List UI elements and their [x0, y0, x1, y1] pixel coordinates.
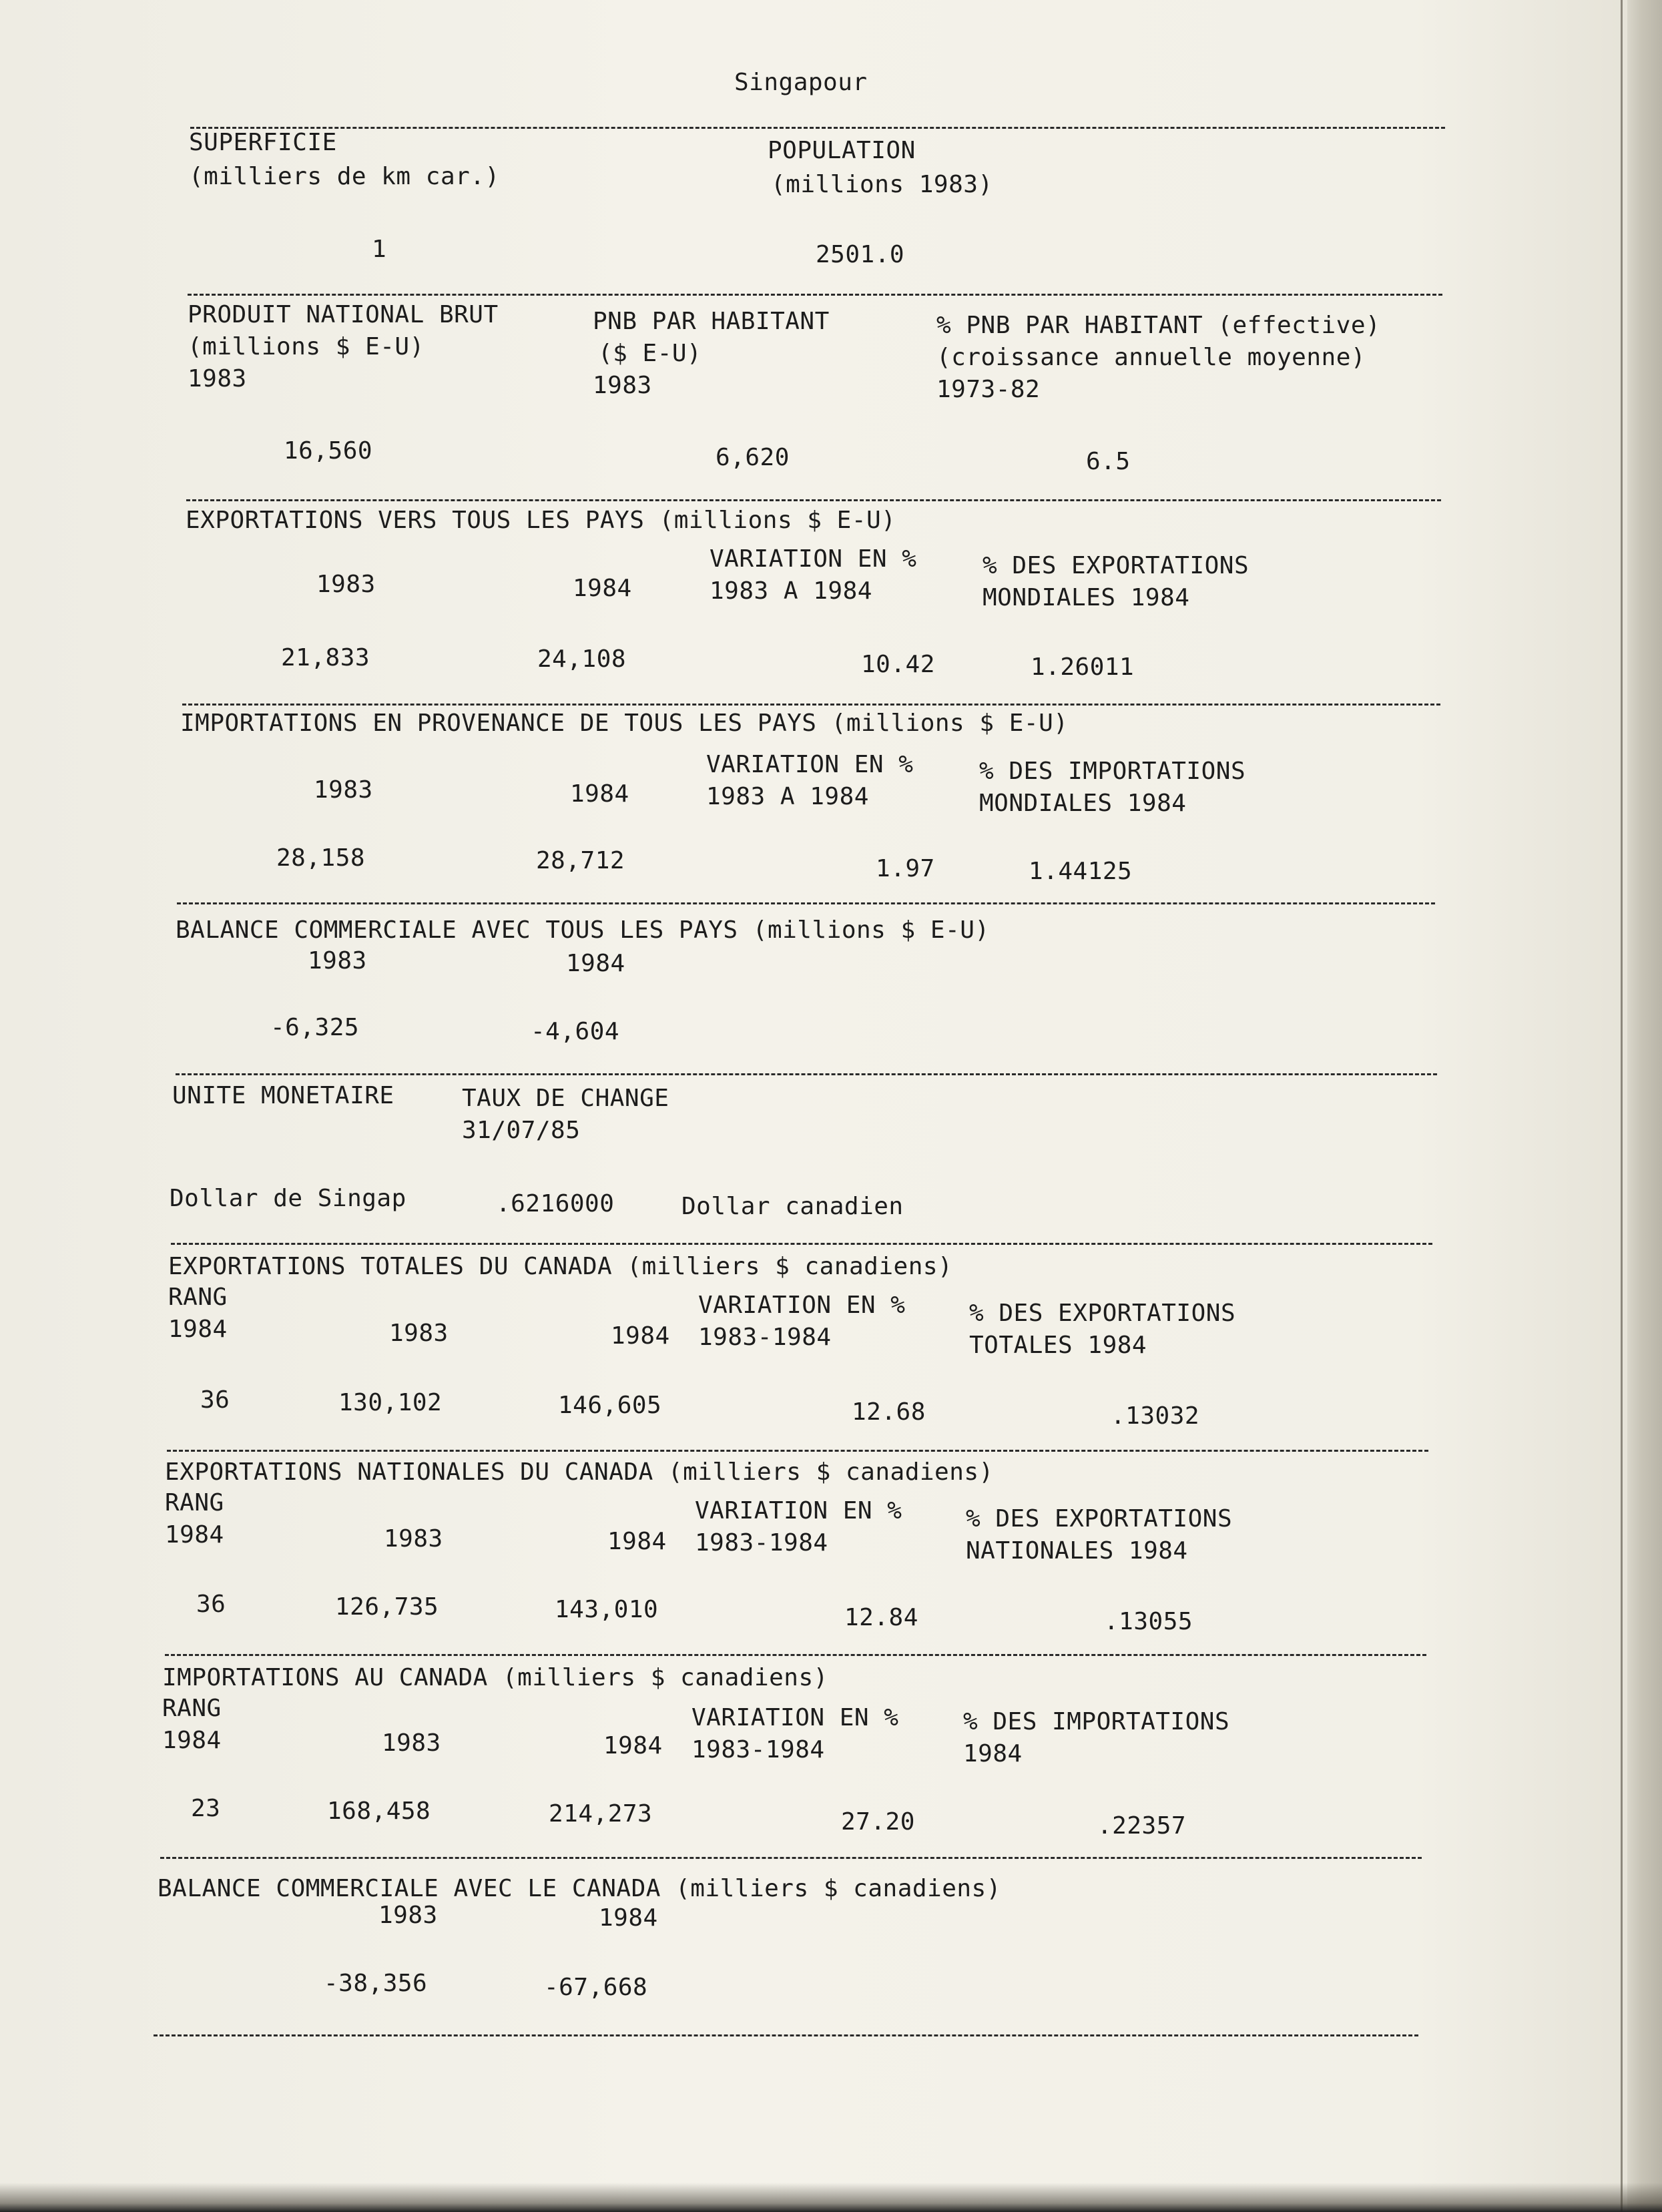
canada-balance-1983: -38,356 [324, 1970, 428, 1997]
pnb-value: 16,560 [284, 437, 373, 465]
imports-world-pct-h1: % DES IMPORTATIONS [979, 758, 1246, 785]
canada-imports-col-1984: 1984 [603, 1732, 663, 1759]
canada-exports-national-rang: RANG [165, 1489, 224, 1516]
imports-world-col-1984: 1984 [570, 780, 629, 808]
canada-exports-total-col-1983: 1983 [389, 1320, 449, 1347]
imports-world-col-1983: 1983 [314, 776, 373, 804]
pnb-hab-year: 1983 [593, 372, 652, 399]
pnb-unit: (millions $ E-U) [188, 333, 425, 360]
canada-exports-national-1984: 143,010 [555, 1596, 659, 1623]
balance-world-1983: -6,325 [270, 1014, 360, 1041]
binding-edge [1621, 0, 1623, 2212]
canada-imports-pct: .22357 [1097, 1812, 1187, 1840]
canada-exports-total-title: EXPORTATIONS TOTALES DU CANADA (milliers $ canadiens) [168, 1253, 953, 1280]
canada-exports-national-var-h2: 1983-1984 [695, 1529, 828, 1557]
divider [160, 1857, 1422, 1859]
pnb-growth-unit: (croissance annuelle moyenne) [936, 344, 1366, 371]
pnb-hab-unit: ($ E-U) [598, 340, 702, 367]
binding [1627, 0, 1662, 2212]
currency-unit-value: Dollar de Singap [170, 1185, 406, 1212]
canada-imports-pct-h2: 1984 [963, 1740, 1023, 1767]
balance-world-1984: -4,604 [531, 1018, 620, 1045]
canada-imports-1983: 168,458 [327, 1798, 431, 1825]
exports-world-var-h1: VARIATION EN % [710, 545, 917, 573]
divider [165, 1654, 1426, 1656]
imports-world-var: 1.97 [876, 855, 935, 882]
pnb-hab-value: 6,620 [716, 444, 790, 471]
canada-exports-total-var-h1: VARIATION EN % [698, 1292, 906, 1319]
canada-exports-national-title: EXPORTATIONS NATIONALES DU CANADA (milliers $ canadiens) [165, 1458, 994, 1486]
exports-world-pct-h1: % DES EXPORTATIONS [983, 552, 1250, 579]
exports-world-1983: 21,833 [281, 644, 370, 671]
canada-exports-total-rank: 36 [200, 1386, 230, 1414]
imports-world-1984: 28,712 [536, 847, 625, 874]
exchange-rate-value: .6216000 [496, 1190, 615, 1217]
canada-imports-1984: 214,273 [549, 1800, 653, 1828]
balance-world-col-1984: 1984 [566, 950, 625, 977]
canada-exports-total-rang: RANG [168, 1284, 228, 1311]
pnb-growth-value: 6.5 [1086, 448, 1131, 475]
exports-world-col-1983: 1983 [316, 571, 376, 598]
exports-world-title: EXPORTATIONS VERS TOUS LES PAYS (millions $ E-U) [186, 507, 896, 534]
exchange-rate-header: TAUX DE CHANGE [462, 1085, 669, 1112]
exports-world-pct-h2: MONDIALES 1984 [983, 584, 1190, 611]
canada-exports-total-col-1984: 1984 [611, 1322, 670, 1350]
divider [154, 2034, 1418, 2036]
imports-world-title: IMPORTATIONS EN PROVENANCE DE TOUS LES PAYS (millions $ E-U) [180, 710, 1069, 737]
canada-exports-national-var-h1: VARIATION EN % [695, 1497, 902, 1525]
canada-imports-var: 27.20 [841, 1808, 915, 1836]
canada-imports-rang-year: 1984 [162, 1727, 222, 1754]
canada-imports-col-1983: 1983 [382, 1729, 441, 1757]
balance-world-title: BALANCE COMMERCIALE AVEC TOUS LES PAYS (millions $ E-U) [176, 916, 990, 944]
population-unit: (millions 1983) [771, 171, 993, 198]
imports-world-var-h2: 1983 A 1984 [706, 783, 869, 810]
canada-imports-title: IMPORTATIONS AU CANADA (milliers $ canadiens) [162, 1664, 828, 1691]
pnb-growth-header: % PNB PAR HABITANT (effective) [936, 312, 1381, 339]
divider [167, 1450, 1428, 1452]
canada-exports-total-pct-h2: TOTALES 1984 [969, 1332, 1147, 1359]
canada-exports-national-pct: .13055 [1104, 1608, 1193, 1635]
imports-world-1983: 28,158 [276, 844, 366, 872]
canada-exports-national-rank: 36 [196, 1591, 226, 1618]
page-bottom-shadow [0, 2183, 1662, 2212]
divider [186, 499, 1441, 501]
canada-exports-national-pct-h2: NATIONALES 1984 [966, 1537, 1188, 1565]
divider [188, 294, 1442, 296]
canada-exports-total-var: 12.68 [852, 1398, 926, 1426]
exports-world-pct: 1.26011 [1031, 653, 1135, 681]
canada-exports-total-1983: 130,102 [338, 1389, 443, 1416]
population-label: POPULATION [768, 137, 916, 164]
canada-exports-total-rang-year: 1984 [168, 1316, 228, 1343]
canada-balance-1984: -67,668 [544, 1974, 648, 2001]
canada-imports-rang: RANG [162, 1695, 222, 1722]
canada-exports-total-1984: 146,605 [558, 1392, 662, 1419]
divider [171, 1243, 1432, 1245]
canada-exports-total-var-h2: 1983-1984 [698, 1324, 832, 1351]
divider [182, 704, 1440, 706]
canada-exports-national-rang-year: 1984 [165, 1521, 224, 1549]
page-title: Singapour [734, 69, 868, 96]
canada-exports-national-col-1984: 1984 [607, 1528, 667, 1555]
pnb-growth-years: 1973-82 [936, 376, 1041, 403]
currency-unit-header: UNITE MONETAIRE [172, 1082, 394, 1109]
imports-world-pct-h2: MONDIALES 1984 [979, 790, 1187, 817]
exports-world-col-1984: 1984 [573, 575, 632, 602]
canada-imports-rank: 23 [191, 1795, 221, 1822]
superficie-label: SUPERFICIE [189, 129, 337, 156]
pnb-year: 1983 [188, 365, 247, 392]
pnb-hab-header: PNB PAR HABITANT [593, 308, 830, 335]
canada-exports-national-var: 12.84 [844, 1604, 918, 1631]
exports-world-var: 10.42 [861, 651, 935, 678]
superficie-value: 1 [372, 236, 387, 263]
pnb-header: PRODUIT NATIONAL BRUT [188, 301, 499, 328]
divider [177, 902, 1435, 904]
canada-balance-col-1983: 1983 [378, 1902, 438, 1929]
population-value: 2501.0 [816, 241, 905, 268]
canada-exports-total-pct: .13032 [1111, 1402, 1200, 1430]
canada-exports-total-pct-h1: % DES EXPORTATIONS [969, 1300, 1236, 1327]
canada-imports-pct-h1: % DES IMPORTATIONS [963, 1708, 1230, 1735]
superficie-unit: (milliers de km car.) [189, 163, 500, 190]
exports-world-1984: 24,108 [537, 645, 627, 673]
divider [176, 1073, 1437, 1075]
canada-balance-title: BALANCE COMMERCIALE AVEC LE CANADA (milliers $ canadiens) [158, 1875, 1001, 1902]
canada-imports-var-h2: 1983-1984 [691, 1736, 825, 1763]
exports-world-var-h2: 1983 A 1984 [710, 577, 872, 605]
exchange-target-currency: Dollar canadien [681, 1193, 904, 1220]
canada-imports-var-h1: VARIATION EN % [691, 1704, 899, 1731]
exchange-rate-date: 31/07/85 [462, 1117, 581, 1144]
imports-world-pct: 1.44125 [1029, 858, 1133, 885]
canada-exports-national-pct-h1: % DES EXPORTATIONS [966, 1505, 1233, 1533]
divider [190, 127, 1445, 129]
canada-balance-col-1984: 1984 [599, 1904, 658, 1932]
imports-world-var-h1: VARIATION EN % [706, 751, 914, 778]
balance-world-col-1983: 1983 [308, 947, 367, 975]
canada-exports-national-col-1983: 1983 [384, 1525, 443, 1553]
canada-exports-national-1983: 126,735 [335, 1593, 439, 1621]
